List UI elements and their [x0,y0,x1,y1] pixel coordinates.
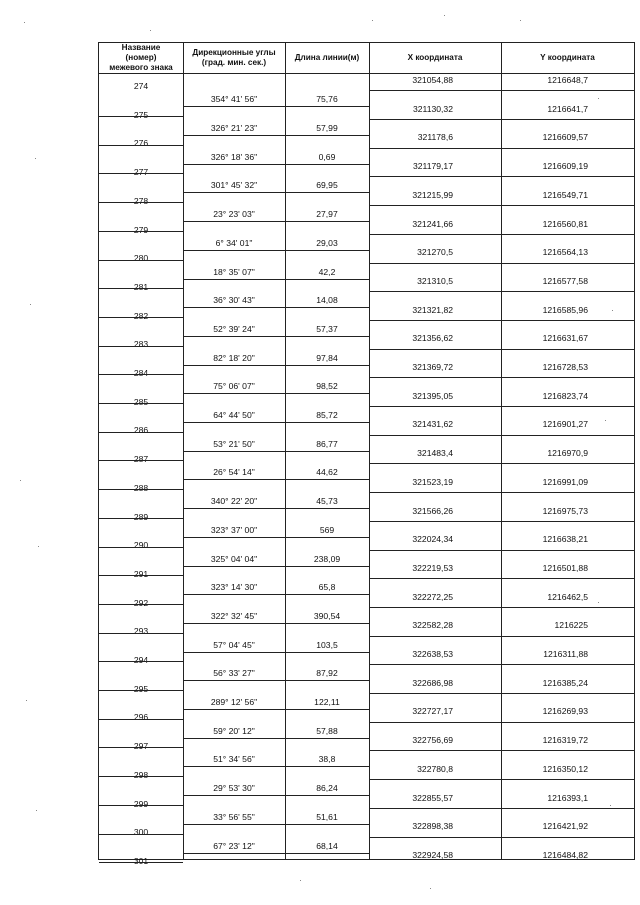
point-name: 287 [133,454,149,465]
x-coordinate: 322272,25 [412,591,453,602]
row-divider [99,862,183,863]
direction-angle: 26° 54' 14" [213,467,255,478]
row-divider [99,231,183,232]
direction-angle: 52° 39' 24" [213,323,255,334]
point-name: 285 [133,396,149,407]
y-coordinate: 1216609,57 [542,132,588,143]
row-divider [369,377,634,378]
scan-speck [520,20,521,21]
row-divider [369,693,634,694]
x-coordinate: 321369,72 [412,362,453,372]
line-length: 65,8 [318,582,336,593]
x-coordinate: 322638,53 [412,649,453,659]
x-coordinate: 322686,98 [412,677,453,688]
x-coordinate: 321179,17 [413,161,453,172]
line-length: 42,2 [318,266,336,277]
scan-speck [30,304,31,305]
direction-angle: 75° 06' 07" [213,381,255,392]
x-coordinate: 321270,5 [417,247,453,258]
line-length: 14,08 [316,295,338,306]
line-length: 569 [319,524,335,535]
line-length: 27,97 [316,209,338,220]
y-coordinate: 1216393,1 [547,792,588,803]
row-divider [369,406,634,407]
direction-angle: 6° 34' 01" [215,237,253,248]
direction-angle: 322° 32' 45" [210,610,258,621]
row-divider [99,747,183,748]
point-name: 277 [133,167,149,178]
line-length: 51,61 [316,811,338,822]
point-name: 297 [133,741,149,752]
row-divider [183,479,369,480]
y-coordinate: 1216564,13 [542,247,588,258]
row-divider [369,349,634,350]
row-divider [183,623,369,624]
point-name: 282 [133,310,149,321]
scan-speck [430,888,431,889]
line-length: 57,37 [316,323,338,334]
direction-angle: 326° 18' 36" [210,151,258,162]
line-length: 57,99 [316,123,338,134]
line-length: 68,14 [316,840,338,851]
point-name: 284 [133,368,149,378]
row-divider [369,837,634,838]
x-coordinate: 321215,99 [412,189,453,200]
y-coordinate: 1216577,58 [542,275,588,286]
row-divider [369,722,634,723]
row-divider [369,607,634,608]
line-length: 390,54 [313,610,341,621]
row-divider [99,575,183,576]
x-coordinate: 322855,57 [412,792,453,803]
row-divider [369,148,634,149]
direction-angle: 340° 22' 20" [210,496,258,507]
point-name: 276 [133,138,149,149]
y-coordinate: 1216462,5 [547,591,588,602]
point-name: 288 [133,482,149,493]
header-line-length: Длина линии(м) [294,53,360,62]
line-length: 86,24 [316,783,338,794]
row-divider [183,307,369,308]
direction-angle: 53° 21' 50" [213,438,255,449]
row-divider [99,518,183,519]
x-coordinate: 321483,4 [417,448,453,459]
line-length: 103,5 [316,639,338,650]
row-divider [183,795,369,796]
x-coordinate: 322924,58 [412,849,453,860]
scan-speck [150,30,151,31]
row-divider [183,451,369,452]
y-coordinate: 1216609,19 [542,161,588,172]
line-length: 97,84 [316,352,338,363]
point-name: 292 [133,597,149,608]
scan-speck [598,602,599,603]
point-name: 275 [133,109,149,120]
scan-speck [610,805,611,806]
row-divider [99,719,183,720]
row-divider [183,279,369,280]
y-coordinate: 1216975,73 [542,505,588,516]
direction-angle: 323° 14' 30" [210,582,258,593]
y-coordinate: 1216901,27 [542,419,588,430]
row-divider [369,750,634,751]
direction-angle: 325° 04' 04" [210,553,258,564]
direction-angle: 57° 04' 45" [213,639,255,650]
direction-angle: 323° 37' 00" [210,524,258,535]
row-divider [99,403,183,404]
x-coordinate: 322898,38 [412,821,453,832]
row-divider [183,393,369,394]
row-divider [369,550,634,551]
x-coordinate: 321178,6 [417,132,453,143]
row-divider [99,690,183,691]
y-coordinate: 1216549,71 [542,189,588,200]
direction-angle: 29° 53' 30" [213,783,255,794]
scan-speck [38,546,39,547]
header-direction-angle: Дирекционные углы (град. мин. сек.) [192,48,276,67]
y-coordinate: 1216641,7 [547,103,588,114]
point-name: 279 [133,224,149,235]
row-divider [369,291,634,292]
direction-angle: 354° 41' 56" [210,94,258,105]
y-coordinate: 1216631,67 [542,333,588,344]
row-divider [369,263,634,264]
y-coordinate: 1216421,92 [542,821,588,832]
x-coordinate: 321523,19 [412,476,453,487]
point-name: 291 [133,568,149,579]
y-coordinate: 1216991,09 [542,476,588,487]
scan-speck [605,420,606,421]
line-length: 122,11 [314,697,340,708]
direction-angle: 56° 33' 27" [213,668,255,679]
point-name: 286 [133,425,149,436]
row-divider [99,202,183,203]
y-coordinate: 1216311,88 [543,649,588,659]
row-divider [183,537,369,538]
row-divider [183,422,369,423]
row-divider [99,633,183,634]
row-divider [369,119,634,120]
row-divider [183,824,369,825]
line-length: 38,8 [318,754,336,765]
row-divider [183,192,369,193]
point-name: 293 [133,626,149,637]
point-name: 274 [133,81,149,91]
row-divider [99,834,183,835]
point-name: 294 [133,655,149,665]
scan-speck [26,700,27,701]
y-coordinate: 1216319,72 [542,735,588,746]
row-divider [99,346,183,347]
row-divider [369,90,634,91]
direction-angle: 33° 56' 55" [213,811,255,822]
line-length: 98,52 [316,381,338,392]
y-coordinate: 1216350,12 [542,763,588,774]
y-coordinate: 1216385,24 [542,677,588,688]
y-coordinate: 1216638,21 [542,534,588,545]
x-coordinate: 322024,34 [412,534,453,545]
point-name: 281 [133,281,149,292]
row-divider [183,680,369,681]
row-divider [183,766,369,767]
row-divider [99,317,183,318]
y-coordinate: 1216484,82 [542,849,588,860]
row-divider [99,288,183,289]
y-coordinate: 1216501,88 [542,562,588,573]
row-divider [369,808,634,809]
row-divider [369,779,634,780]
point-name: 283 [133,339,149,350]
point-name: 301 [133,855,149,866]
scan-speck [598,98,599,99]
row-divider [369,463,634,464]
y-coordinate: 1216728,53 [542,362,588,372]
x-coordinate: 321431,62 [412,419,453,430]
row-divider [183,336,369,337]
row-divider [183,135,369,136]
point-name: 296 [133,712,149,723]
header-x-coordinate: X координата [407,53,463,62]
point-name: 299 [133,798,149,809]
direction-angle: 23° 23' 03" [213,209,255,220]
row-divider [183,594,369,595]
direction-angle: 82° 18' 20" [213,352,255,363]
line-length: 44,62 [316,467,338,478]
y-coordinate: 1216225 [554,620,588,631]
line-length: 29,03 [316,237,338,248]
x-coordinate: 321321,82 [412,304,453,315]
x-coordinate: 322582,28 [412,620,453,631]
x-coordinate: 322727,17 [412,706,453,717]
row-divider [369,320,634,321]
row-divider [99,661,183,662]
row-divider [369,205,634,206]
x-coordinate: 321054,88 [412,75,453,85]
line-length: 45,73 [316,496,338,507]
point-name: 280 [133,253,149,264]
row-divider [183,106,369,107]
row-divider [183,709,369,710]
row-divider [183,365,369,366]
row-divider [183,508,369,509]
direction-angle: 59° 20' 12" [213,725,255,736]
row-divider [369,664,634,665]
direction-angle: 64° 44' 50" [213,410,255,421]
row-divider [183,566,369,567]
scan-speck [35,158,36,159]
point-name: 290 [133,540,149,551]
row-divider [183,164,369,165]
scan-speck [372,20,373,21]
row-divider [369,578,634,579]
y-coordinate: 1216585,96 [542,304,588,315]
y-coordinate: 1216269,93 [542,706,588,717]
point-name: 300 [133,827,149,838]
line-length: 0,69 [318,151,336,162]
y-coordinate: 1216560,81 [542,218,588,229]
row-divider [99,776,183,777]
row-divider [369,492,634,493]
row-divider [369,636,634,637]
scan-speck [444,15,445,16]
y-coordinate: 1216823,74 [542,390,588,401]
scan-speck [36,810,37,811]
row-divider [99,604,183,605]
x-coordinate: 321566,26 [412,505,453,516]
row-divider [369,521,634,522]
x-coordinate: 321130,32 [413,103,453,114]
row-divider [99,489,183,490]
x-coordinate: 322756,69 [412,735,453,746]
row-divider [183,738,369,739]
line-length: 57,88 [316,725,338,736]
row-divider [99,145,183,146]
x-coordinate: 321241,66 [412,218,453,229]
direction-angle: 51° 34' 56" [213,754,255,765]
row-divider [369,435,634,436]
scan-speck [612,310,613,311]
row-divider [99,116,183,117]
x-coordinate: 321356,62 [412,333,453,344]
row-divider [99,460,183,461]
x-coordinate: 321310,5 [417,275,453,286]
row-divider [369,176,634,177]
direction-angle: 326° 21' 23" [210,123,258,134]
row-divider [183,652,369,653]
direction-angle: 36° 30' 43" [213,295,255,306]
x-coordinate: 322219,53 [412,562,453,573]
header-point-name: Название (номер) межевого знака [109,43,173,72]
row-divider [183,221,369,222]
row-divider [99,73,634,74]
row-divider [99,805,183,806]
row-divider [99,260,183,261]
line-length: 86,77 [316,438,338,449]
y-coordinate: 1216648,7 [547,75,588,85]
direction-angle: 301° 45' 32" [210,180,258,191]
row-divider [99,173,183,174]
line-length: 75,76 [316,94,338,105]
direction-angle: 67° 23' 12" [213,840,255,851]
y-coordinate: 1216970,9 [547,448,588,459]
line-length: 238,09 [313,553,341,564]
header-y-coordinate: Y координата [540,53,595,62]
row-divider [99,547,183,548]
direction-angle: 18° 35' 07" [213,266,255,277]
row-divider [99,432,183,433]
row-divider [369,234,634,235]
x-coordinate: 322780,8 [417,763,453,774]
line-length: 85,72 [316,410,338,421]
line-length: 87,92 [316,668,338,679]
row-divider [183,853,369,854]
point-name: 295 [133,683,149,694]
boundary-points-table [98,42,635,866]
point-name: 289 [133,511,149,522]
direction-angle: 289° 12' 56" [210,697,258,708]
scan-speck [24,22,25,23]
point-name: 298 [133,769,149,780]
scan-speck [20,480,21,481]
x-coordinate: 321395,05 [412,390,453,401]
row-divider [183,250,369,251]
scan-speck [300,880,301,881]
row-divider [99,374,183,375]
point-name: 278 [133,195,149,206]
line-length: 69,95 [316,180,338,191]
